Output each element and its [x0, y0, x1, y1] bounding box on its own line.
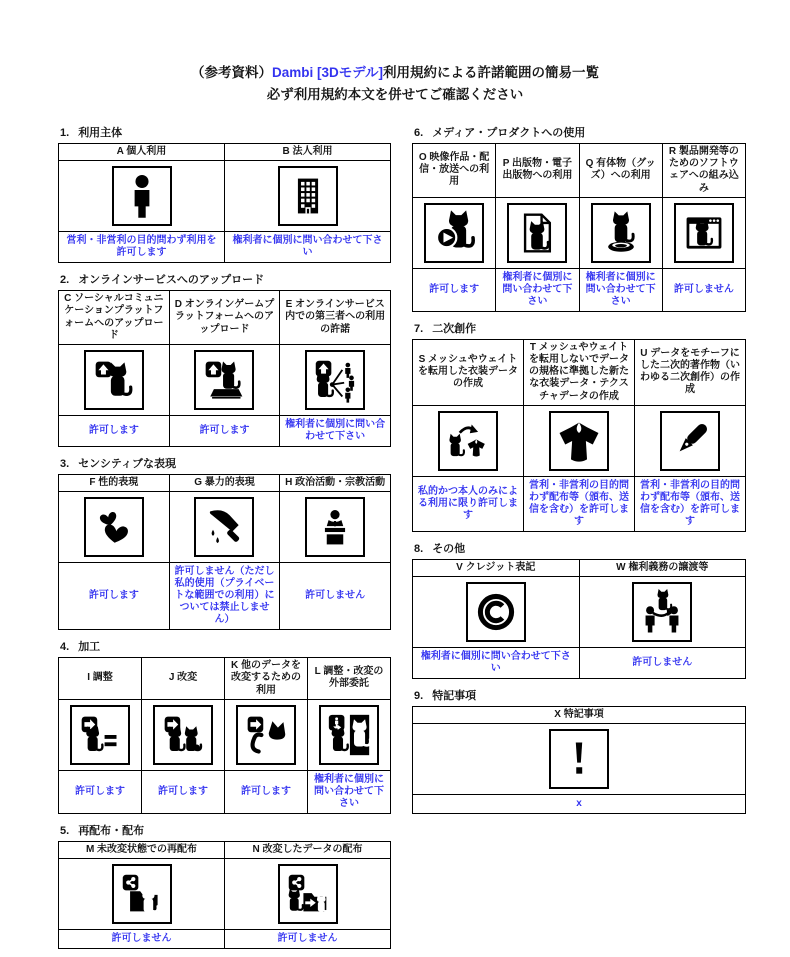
item-status-A: 営利・非営利の目的問わず利用を許可します: [59, 232, 225, 263]
share-modified-data-icon: [278, 864, 338, 924]
cat-parts-icon: [236, 705, 296, 765]
item-status-G: 許可しません（ただし私的使用（プライベートな範囲での利用）については禁止しません）: [169, 563, 280, 630]
item-header-L: L 調整・改変の外部委託: [308, 658, 391, 700]
section-heading: [60, 638, 391, 654]
item-status-R: 許可しません: [662, 268, 745, 311]
item-header-T: T メッシュやウェイトを転用しないでデータの規格に準拠した新たな衣装データ・テクスチャデータの作成: [524, 339, 635, 405]
item-header-N: N 改変したデータの配布: [225, 841, 391, 858]
item-status-N: 許可しません: [225, 929, 391, 948]
item-header-A: A 個人利用: [59, 144, 225, 161]
section-title: オンラインサービスへのアップロード: [78, 274, 265, 287]
permission-table: [412, 143, 746, 312]
section-heading: [414, 687, 746, 703]
person-icon: [112, 166, 172, 226]
item-icon-cell-J: [142, 699, 225, 770]
section-number: 2.: [60, 274, 70, 287]
section-1: [58, 124, 391, 263]
section-8: [412, 540, 746, 679]
item-header-J: J 改変: [142, 658, 225, 700]
section-heading: [60, 455, 391, 471]
right-column: [412, 124, 746, 822]
item-header-V: V クレジット表記: [413, 559, 580, 576]
item-header-R: R 製品開発等のためのソフトウェアへの組み込み: [662, 144, 745, 198]
item-status-W: 許可しません: [579, 647, 746, 678]
item-icon-cell-S: [413, 405, 524, 476]
permission-table: [58, 657, 391, 814]
item-status-E: 権利者に個別に問い合わせて下さい: [280, 415, 391, 446]
hearts-icon: [84, 497, 144, 557]
item-header-X: X 特記事項: [413, 706, 746, 723]
section-heading: [414, 320, 746, 336]
title-line1: [0, 62, 790, 84]
item-icon-cell-F: [59, 492, 170, 563]
section-title: 利用主体: [78, 127, 123, 139]
section-number: 6.: [414, 127, 424, 139]
item-icon-cell-K: [225, 699, 308, 770]
item-header-I: I 調整: [59, 658, 142, 700]
modify-two-cats-icon: [153, 705, 213, 765]
item-icon-cell-V: [413, 576, 580, 647]
section-5: [58, 822, 391, 949]
page-title: [0, 62, 790, 107]
item-status-F: 許可します: [59, 563, 170, 630]
building-icon: [278, 166, 338, 226]
item-icon-cell-H: [280, 492, 391, 563]
pen-icon: [660, 411, 720, 471]
section-9: [412, 687, 746, 814]
cat-to-costume-icon: [438, 411, 498, 471]
section-heading: [60, 822, 391, 838]
item-status-B: 権利者に個別に問い合わせて下さい: [225, 232, 391, 263]
item-icon-cell-G: [169, 492, 280, 563]
cat-upload-icon: [84, 350, 144, 410]
item-header-C: C ソーシャルコミュニケーションプラットフォームへのアップロード: [59, 291, 170, 345]
section-number: 8.: [414, 542, 424, 555]
section-heading: [60, 271, 391, 287]
section-heading: [414, 540, 746, 556]
item-header-K: K 他のデータを改変するための利用: [225, 658, 308, 700]
section-number: 4.: [60, 641, 70, 654]
item-status-I: 許可します: [59, 770, 142, 813]
item-icon-cell-A: [59, 161, 225, 232]
permission-table: [412, 706, 746, 814]
item-status-S: 私的かつ本人のみによる利用に限り許可します: [413, 476, 524, 531]
section-title: 再配布・配布: [78, 824, 145, 837]
section-6: [412, 124, 746, 312]
section-number: 7.: [414, 322, 424, 335]
item-icon-cell-U: [635, 405, 746, 476]
item-icon-cell-N: [225, 858, 391, 929]
item-status-Q: 権利者に個別に問い合わせて下さい: [579, 268, 662, 311]
outsource-door-icon: [319, 705, 379, 765]
item-header-U: U データをモチーフにした二次的著作物（いわゆる二次創作）の作成: [635, 339, 746, 405]
item-status-K: 許可します: [225, 770, 308, 813]
section-number: 3.: [60, 457, 70, 470]
section-number: 9.: [414, 689, 424, 702]
rights-transfer-icon: [632, 582, 692, 642]
section-number: 1.: [60, 127, 70, 139]
knife-blood-icon: [194, 497, 254, 557]
permission-table: [58, 143, 391, 263]
item-icon-cell-I: [59, 699, 142, 770]
item-header-B: B 法人利用: [225, 144, 391, 161]
item-icon-cell-X: [413, 724, 746, 795]
item-header-S: S メッシュやウェイトを転用した衣装データの作成: [413, 339, 524, 405]
item-icon-cell-L: [308, 699, 391, 770]
item-header-D: D オンラインゲームプラットフォームへのアップロード: [169, 291, 280, 345]
permission-table: [412, 339, 746, 532]
item-icon-cell-R: [662, 197, 745, 268]
cat-document-icon: [507, 203, 567, 263]
podium-speech-icon: [305, 497, 365, 557]
cat-play-video-icon: [424, 203, 484, 263]
share-folder-cat-icon: [112, 864, 172, 924]
item-status-V: 権利者に個別に問い合わせて下さい: [413, 647, 580, 678]
item-status-U: 営利・非営利の目的問わず配布等（頒布、送信を含む）を許可します: [635, 476, 746, 531]
copyright-icon: [466, 582, 526, 642]
section-heading: [414, 124, 746, 140]
cat-figure-goods-icon: [591, 203, 651, 263]
cat-game-upload-icon: [194, 350, 254, 410]
section-title: 加工: [78, 641, 101, 654]
item-header-Q: Q 有体物（グッズ）への利用: [579, 144, 662, 198]
section-heading: [60, 124, 391, 140]
section-title: センシティブな表現: [78, 457, 177, 470]
section-4: [58, 638, 391, 814]
item-status-T: 営利・非営利の目的問わず配布等（頒布、送信を含む）を許可します: [524, 476, 635, 531]
permission-table: [58, 474, 391, 630]
section-7: [412, 320, 746, 532]
section-title: その他: [432, 542, 466, 555]
item-header-F: F 性的表現: [59, 474, 170, 491]
item-icon-cell-M: [59, 858, 225, 929]
item-icon-cell-D: [169, 344, 280, 415]
item-icon-cell-W: [579, 576, 746, 647]
item-status-D: 許可します: [169, 415, 280, 446]
item-status-H: 許可しません: [280, 563, 391, 630]
item-status-M: 許可しません: [59, 929, 225, 948]
item-status-C: 許可します: [59, 415, 170, 446]
item-status-L: 権利者に個別に問い合わせて下さい: [308, 770, 391, 813]
item-status-X: x: [413, 795, 746, 814]
cat-share-people-icon: [305, 350, 365, 410]
item-status-J: 許可します: [142, 770, 225, 813]
costume-icon: [549, 411, 609, 471]
section-title: メディア・プロダクトへの使用: [432, 127, 586, 139]
title-prefix: （参考資料）: [190, 65, 272, 80]
section-title: 特記事項: [432, 689, 477, 702]
item-status-O: 許可します: [413, 268, 496, 311]
adjust-cat-equals-icon: [70, 705, 130, 765]
title-model-link[interactable]: Dambi [3Dモデル]: [271, 65, 384, 80]
section-3: [58, 455, 391, 630]
item-icon-cell-T: [524, 405, 635, 476]
item-header-E: E オンラインサービス内での第三者への利用の許諾: [280, 291, 391, 345]
left-column: [58, 124, 391, 957]
item-icon-cell-C: [59, 344, 170, 415]
item-header-P: P 出版物・電子出版物への利用: [496, 144, 579, 198]
permission-table: [412, 559, 746, 679]
item-status-P: 権利者に個別に問い合わせて下さい: [496, 268, 579, 311]
item-icon-cell-Q: [579, 197, 662, 268]
section-2: [58, 271, 391, 447]
item-header-W: W 権利義務の譲渡等: [579, 559, 746, 576]
item-header-G: G 暴力的表現: [169, 474, 280, 491]
section-number: 5.: [60, 824, 70, 837]
item-icon-cell-P: [496, 197, 579, 268]
permission-table: [58, 841, 391, 949]
title-suffix: 利用規約による許諾範囲の簡易一覧: [383, 65, 600, 80]
item-header-H: H 政治活動・宗教活動: [280, 474, 391, 491]
item-icon-cell-O: [413, 197, 496, 268]
item-icon-cell-E: [280, 344, 391, 415]
title-note: 必ず利用規約本文を併せてご確認ください: [266, 87, 524, 103]
item-icon-cell-B: [225, 161, 391, 232]
section-title: 二次創作: [432, 322, 477, 335]
permission-table: [58, 290, 391, 447]
item-header-M: M 未改変状態での再配布: [59, 841, 225, 858]
cat-software-window-icon: [674, 203, 734, 263]
exclamation-icon: [549, 729, 609, 789]
item-header-O: O 映像作品・配信・放送への利用: [413, 144, 496, 198]
